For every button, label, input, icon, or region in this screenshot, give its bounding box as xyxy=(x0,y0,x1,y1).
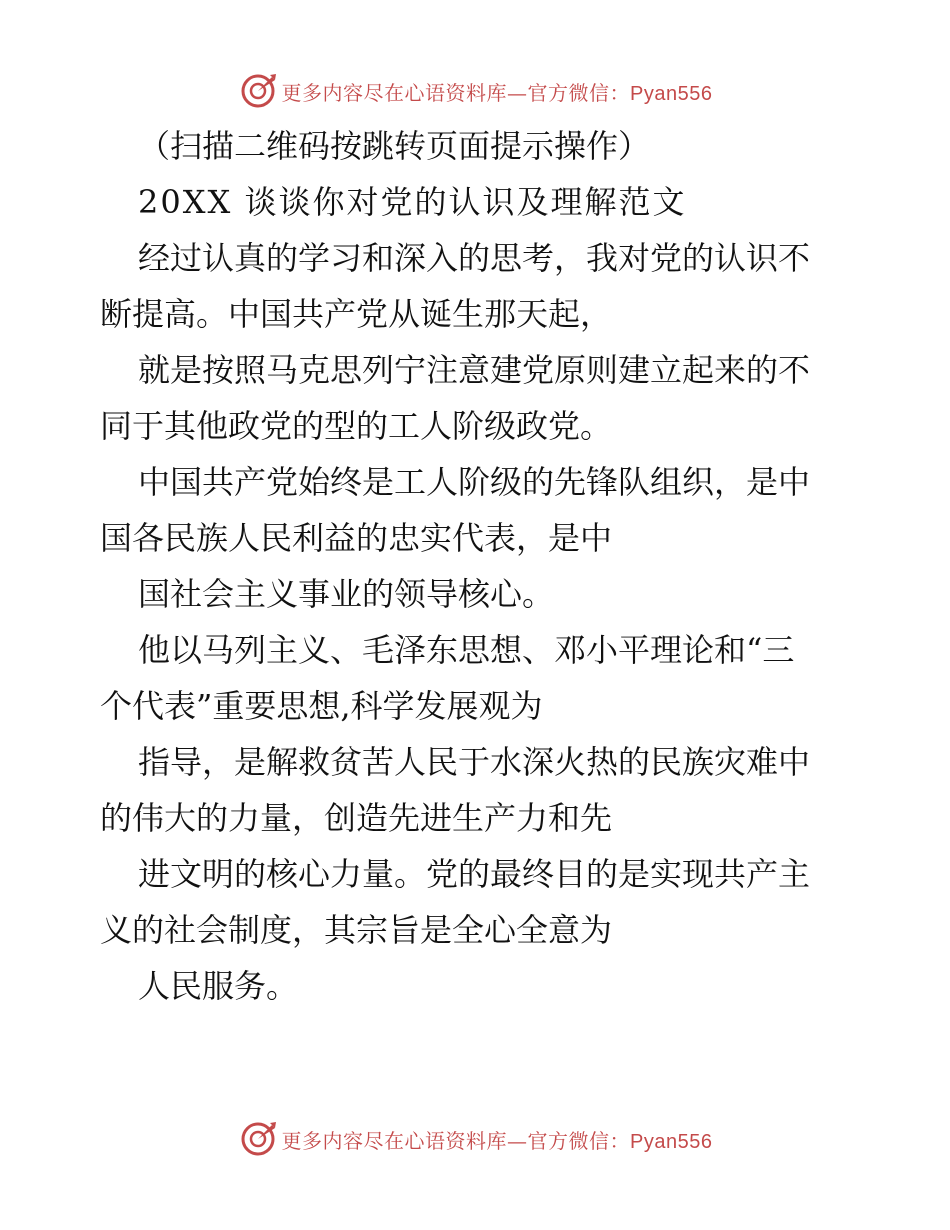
paragraph-line: 人民服务。 xyxy=(138,967,299,1005)
paragraph-line: 中国共产党始终是工人阶级的先锋队组织，是中 xyxy=(138,463,811,501)
paragraph-line: 进文明的核心力量。党的最终目的是实现共产主 xyxy=(138,855,811,893)
paragraph-line: 义的社会制度，其宗旨是全心全意为 xyxy=(100,911,613,949)
paragraph-line: 断提高。中国共产党从诞生那天起， xyxy=(100,295,613,333)
header-wechat-id: Pyan556 xyxy=(630,82,713,105)
paragraph-line: 个代表”重要思想,科学发展观为 xyxy=(100,687,543,725)
header-banner-text xyxy=(282,77,713,106)
paragraph-line: 指导，是解救贫苦人民于水深火热的民族灾难中 xyxy=(138,743,811,781)
header-banner xyxy=(0,66,950,116)
paragraph-line: 国各民族人民利益的忠实代表，是中 xyxy=(100,519,613,557)
scan-instruction: （扫描二维码按跳转页面提示操作） xyxy=(138,127,651,165)
paragraph-line: 他以马列主义、毛泽东思想、邓小平理论和“三 xyxy=(138,631,795,669)
paragraph-line: 同于其他政党的型的工人阶级政党。 xyxy=(100,407,613,445)
document-body xyxy=(100,118,860,1014)
document-title: 20XX 谈谈你对党的认识及理解范文 xyxy=(138,183,687,221)
footer-banner xyxy=(0,1114,950,1164)
paragraph-line: 的伟大的力量，创造先进生产力和先 xyxy=(100,799,613,837)
logo-icon xyxy=(238,71,278,111)
paragraph-line: 就是按照马克思列宁注意建党原则建立起来的不 xyxy=(138,351,811,389)
header-banner-cn: 更多内容尽在心语资料库—官方微信： xyxy=(281,80,631,105)
footer-banner-text xyxy=(282,1125,713,1154)
footer-wechat-id: Pyan556 xyxy=(630,1130,713,1153)
logo-icon xyxy=(238,1119,278,1159)
paragraph-line: 经过认真的学习和深入的思考，我对党的认识不 xyxy=(138,239,811,277)
paragraph-line: 国社会主义事业的领导核心。 xyxy=(138,575,555,613)
footer-banner-cn: 更多内容尽在心语资料库—官方微信： xyxy=(281,1128,631,1153)
